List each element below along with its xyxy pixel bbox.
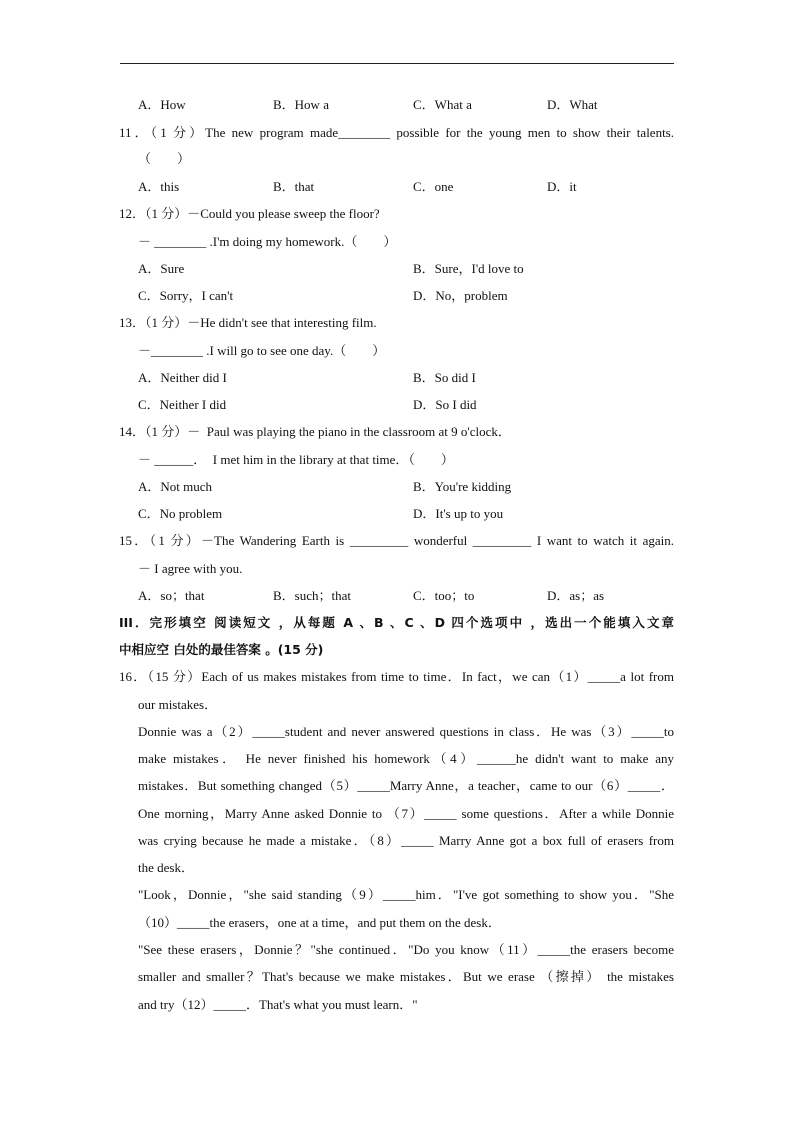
q14-option-c[interactable]: C．No problem	[138, 506, 223, 521]
q13-reply: －________ .I will go to see one day.（ ）	[138, 343, 386, 358]
q14-option-a[interactable]: A．Not much	[138, 479, 213, 494]
q13-option-d[interactable]: D．So I did	[413, 397, 477, 412]
q13-stem: 13．（1 分）－He didn't see that interesting film.	[119, 315, 377, 330]
q16-line-10: （10）_____the erasers，one at a time，and put them on the desk．	[138, 915, 501, 930]
q16-line-4: make mistakes． He never finished his homework（4）______he didn't want to make any	[138, 751, 674, 766]
q16-line-1: 16．（15 分）Each of us makes mistakes from time to time．In fact，we can（1）_____a lot from	[119, 669, 674, 684]
q16-line-12: smaller and smaller？That's because we make mistakes．But we erase （擦掉） the mistakes	[138, 969, 674, 984]
q16-line-6: One morning，Marry Anne asked Donnie to （7）_____ some questions．After a while Donnie	[138, 806, 674, 821]
q12-option-b[interactable]: B．Sure，I'd love to	[413, 261, 524, 276]
section-3-heading: III．完形填空 阅读短文 ，从每题 A 、B 、C 、D 四个选项中 ，选出一个能填入文章	[119, 615, 674, 630]
q14-option-b[interactable]: B．You're kidding	[413, 479, 512, 494]
q14-reply: － ______． I met him in the library at that time．（ ）	[138, 452, 454, 467]
q16-line-3: Donnie was a（2）_____student and never answered questions in class．He was（3）_____to	[138, 724, 674, 739]
q15-option-b[interactable]: B．such；that	[273, 588, 351, 603]
q15-option-c[interactable]: C．too；to	[413, 588, 475, 603]
q16-line-11: "See these erasers，Donnie？"she continued．"Do you know（11）_____the erasers become	[138, 942, 674, 957]
header-rule	[120, 63, 674, 64]
q10-option-b[interactable]: B．How a	[273, 97, 329, 112]
q15-stem: 15．（1 分）－The Wandering Earth is _________ wonderful _________ I want to watch it again.	[119, 533, 674, 548]
q13-option-b[interactable]: B．So did I	[413, 370, 476, 385]
q16-line-7: was crying because he made a mistake．（8）_____ Marry Anne got a box full of erasers from	[138, 833, 674, 848]
q15-option-a[interactable]: A．so；that	[138, 588, 205, 603]
q10-option-c[interactable]: C．What a	[413, 97, 472, 112]
q12-reply: － ________ .I'm doing my homework.（ ）	[138, 234, 397, 249]
q11-answer-paren: （ ）	[138, 151, 191, 166]
q10-option-a[interactable]: A．How	[138, 97, 186, 112]
q14-option-d[interactable]: D．It's up to you	[413, 506, 504, 521]
q13-option-a[interactable]: A．Neither did I	[138, 370, 227, 385]
q11-option-c[interactable]: C．one	[413, 179, 454, 194]
q13-option-c[interactable]: C．Neither I did	[138, 397, 227, 412]
q16-line-5: mistakes．But something changed（5）_____Marry Anne，a teacher，came to our（6）_____．	[138, 778, 674, 793]
q11-stem: 11．（1 分）The new program made________ possible for the young men to show their talents.	[119, 125, 674, 140]
q12-stem: 12．（1 分）－Could you please sweep the floor?	[119, 206, 380, 221]
q12-option-c[interactable]: C．Sorry，I can't	[138, 288, 234, 303]
q14-stem: 14．（1 分）－ Paul was playing the piano in the classroom at 9 o'clock．	[119, 424, 511, 439]
q16-line-9: "Look，Donnie，"she said standing（9）_____him．"I've got something to show you．"She	[138, 887, 674, 902]
q15-option-d[interactable]: D．as；as	[547, 588, 605, 603]
q10-option-d[interactable]: D．What	[547, 97, 598, 112]
q15-reply: － I agree with you.	[138, 561, 243, 576]
q12-option-a[interactable]: A．Sure	[138, 261, 185, 276]
q12-option-d[interactable]: D．No，problem	[413, 288, 508, 303]
q16-line-2: our mistakes．	[138, 697, 218, 712]
q16-line-8: the desk．	[138, 860, 194, 875]
q11-option-a[interactable]: A．this	[138, 179, 180, 194]
section-3-heading-cont: 中相应空 白处的最佳答案 。(15 分)	[119, 642, 324, 657]
q11-option-b[interactable]: B．that	[273, 179, 315, 194]
q11-option-d[interactable]: D．it	[547, 179, 577, 194]
q16-line-13: and try（12）_____．That's what you must learn．"	[138, 997, 418, 1012]
